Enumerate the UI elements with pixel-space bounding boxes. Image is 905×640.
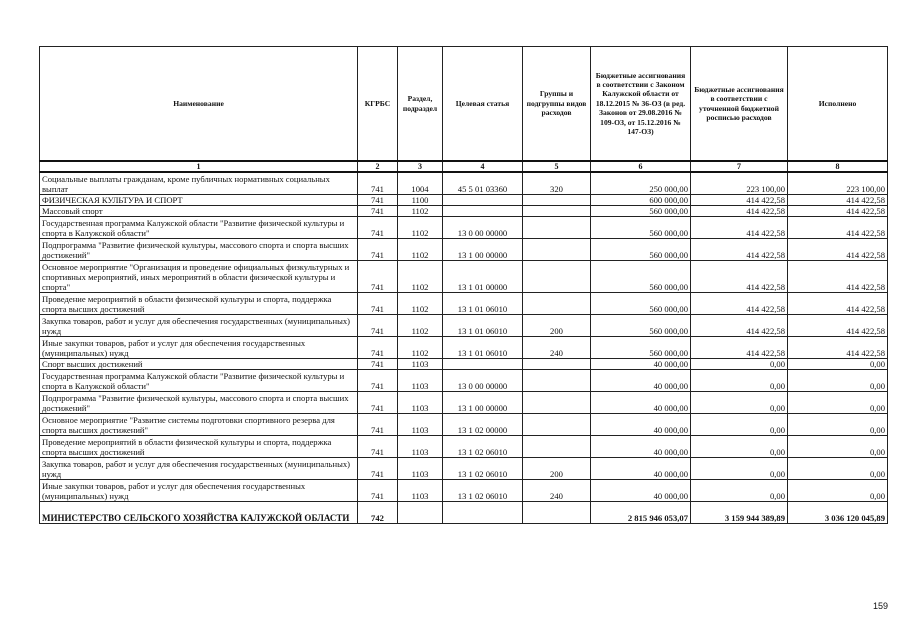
table-row [40,458,888,480]
row-target-article: 13 1 01 06010 [443,337,523,359]
row-target-article: 13 1 01 00000 [443,261,523,293]
row-name: Иные закупки товаров, работ и услуг для обеспечения государственных (муниципальных) нужд [40,337,358,359]
row-expense-group [523,217,591,239]
row-target-article: 45 5 01 03360 [443,172,523,195]
row-name: Подпрограмма "Развитие физической культуры, массового спорта и спорта высших достижений" [40,392,358,414]
column-number: 4 [443,161,523,172]
row-law-budget: 40 000,00 [591,480,691,502]
row-expense-group [523,414,591,436]
row-section: 1102 [398,261,443,293]
row-executed: 223 100,00 [788,172,888,195]
row-expense-group [523,392,591,414]
row-law-budget: 40 000,00 [591,392,691,414]
row-kgrbs: 741 [358,195,398,206]
row-expense-group [523,436,591,458]
row-law-budget: 560 000,00 [591,315,691,337]
row-kgrbs: 741 [358,414,398,436]
row-executed: 0,00 [788,436,888,458]
page-number: 159 [873,601,889,611]
row-target-article [443,206,523,217]
row-name: Подпрограмма "Развитие физической культуры, массового спорта и спорта высших достижений" [40,239,358,261]
row-executed: 0,00 [788,480,888,502]
col-header-section: Раздел, подраздел [398,47,443,162]
col-header-expense-groups: Группы и подгруппы видов расходов [523,47,591,162]
row-name: Иные закупки товаров, работ и услуг для обеспечения государственных (муниципальных) нужд [40,480,358,502]
row-kgrbs: 741 [358,239,398,261]
row-section: 1103 [398,480,443,502]
row-name: Государственная программа Калужской области "Развитие физической культуры и спорта в Калужской области" [40,370,358,392]
row-name: ФИЗИЧЕСКАЯ КУЛЬТУРА И СПОРТ [40,195,358,206]
row-refined-budget: 0,00 [691,436,788,458]
row-law-budget: 40 000,00 [591,359,691,370]
row-target-article [443,195,523,206]
row-section [398,502,443,524]
table-row [40,217,888,239]
row-refined-budget: 0,00 [691,359,788,370]
table-row [40,337,888,359]
row-kgrbs: 741 [358,359,398,370]
row-refined-budget: 414 422,58 [691,293,788,315]
row-name: Закупка товаров, работ и услуг для обеспечения государственных (муниципальных) нужд [40,315,358,337]
row-refined-budget: 414 422,58 [691,195,788,206]
row-refined-budget: 414 422,58 [691,206,788,217]
table-row [40,172,888,195]
row-refined-budget: 3 159 944 389,89 [691,502,788,524]
column-number: 2 [358,161,398,172]
row-section: 1103 [398,359,443,370]
row-name: Основное мероприятие "Развитие системы подготовки спортивного резерва для спорта высших достижений" [40,414,358,436]
row-law-budget: 560 000,00 [591,206,691,217]
row-kgrbs: 741 [358,172,398,195]
row-target-article: 13 1 01 06010 [443,293,523,315]
row-name: МИНИСТЕРСТВО СЕЛЬСКОГО ХОЗЯЙСТВА КАЛУЖСКОЙ ОБЛАСТИ [40,502,358,524]
row-law-budget: 560 000,00 [591,337,691,359]
row-expense-group [523,502,591,524]
row-section: 1102 [398,315,443,337]
row-name: Проведение мероприятий в области физической культуры и спорта, поддержка спорта высших достижений [40,436,358,458]
row-target-article: 13 1 02 06010 [443,436,523,458]
row-expense-group [523,359,591,370]
row-refined-budget: 414 422,58 [691,261,788,293]
col-header-executed: Исполнено [788,47,888,162]
row-kgrbs: 741 [358,458,398,480]
row-section: 1100 [398,195,443,206]
row-kgrbs: 741 [358,261,398,293]
col-header-law-budget: Бюджетные ассигнования в соответствии с Законом Калужской области от 18.12.2015 № 36-ОЗ (в ред. Законов от 29.08.2016 № 109-ОЗ, от 15.12.2016 № 147-ОЗ) [591,47,691,162]
table-row [40,359,888,370]
row-kgrbs: 741 [358,392,398,414]
row-refined-budget: 0,00 [691,480,788,502]
table-row [40,239,888,261]
row-expense-group [523,195,591,206]
row-kgrbs: 741 [358,436,398,458]
table-row [40,392,888,414]
row-target-article: 13 1 00 00000 [443,239,523,261]
row-refined-budget: 414 422,58 [691,337,788,359]
table-row [40,414,888,436]
row-law-budget: 40 000,00 [591,370,691,392]
row-refined-budget: 0,00 [691,414,788,436]
row-section: 1103 [398,436,443,458]
col-header-refined-budget: Бюджетные ассигнования в соответствии с уточненной бюджетной росписью расходов [691,47,788,162]
row-name: Проведение мероприятий в области физической культуры и спорта, поддержка спорта высших достижений [40,293,358,315]
row-expense-group: 240 [523,337,591,359]
row-target-article: 13 1 02 06010 [443,480,523,502]
row-kgrbs: 742 [358,502,398,524]
column-number: 5 [523,161,591,172]
row-section: 1103 [398,458,443,480]
row-executed: 0,00 [788,414,888,436]
row-refined-budget: 414 422,58 [691,315,788,337]
row-executed: 0,00 [788,359,888,370]
row-executed: 0,00 [788,458,888,480]
row-expense-group [523,261,591,293]
row-law-budget: 560 000,00 [591,261,691,293]
row-kgrbs: 741 [358,370,398,392]
budget-table [39,46,888,524]
table-row [40,293,888,315]
row-section: 1004 [398,172,443,195]
row-refined-budget: 0,00 [691,392,788,414]
row-law-budget: 250 000,00 [591,172,691,195]
table-row [40,261,888,293]
row-law-budget: 40 000,00 [591,458,691,480]
row-expense-group: 200 [523,458,591,480]
row-name: Спорт высших достижений [40,359,358,370]
row-expense-group [523,206,591,217]
row-executed: 414 422,58 [788,315,888,337]
col-header-kgrbs: КГРБС [358,47,398,162]
row-executed: 414 422,58 [788,239,888,261]
row-refined-budget: 223 100,00 [691,172,788,195]
col-header-target-article: Целевая статья [443,47,523,162]
column-number: 8 [788,161,888,172]
row-executed: 414 422,58 [788,261,888,293]
col-header-name: Наименование [40,47,358,162]
row-section: 1103 [398,414,443,436]
column-number: 7 [691,161,788,172]
row-refined-budget: 0,00 [691,370,788,392]
row-name: Государственная программа Калужской области "Развитие физической культуры и спорта в Калужской области" [40,217,358,239]
row-expense-group [523,293,591,315]
row-target-article: 13 1 01 06010 [443,315,523,337]
table-row [40,195,888,206]
row-name: Основное мероприятие "Организация и проведение официальных физкультурных и спортивных мероприятий, иных мероприятий в области физической культуры и спорта" [40,261,358,293]
row-expense-group: 200 [523,315,591,337]
row-law-budget: 560 000,00 [591,293,691,315]
row-target-article: 13 1 00 00000 [443,392,523,414]
column-number: 1 [40,161,358,172]
row-target-article: 13 1 02 06010 [443,458,523,480]
row-kgrbs: 741 [358,480,398,502]
row-law-budget: 2 815 946 053,07 [591,502,691,524]
column-number: 3 [398,161,443,172]
row-law-budget: 560 000,00 [591,217,691,239]
row-law-budget: 560 000,00 [591,239,691,261]
row-section: 1103 [398,370,443,392]
row-target-article [443,359,523,370]
row-name: Закупка товаров, работ и услуг для обеспечения государственных (муниципальных) нужд [40,458,358,480]
row-executed: 0,00 [788,392,888,414]
row-law-budget: 600 000,00 [591,195,691,206]
row-refined-budget: 414 422,58 [691,239,788,261]
row-law-budget: 40 000,00 [591,436,691,458]
row-kgrbs: 741 [358,293,398,315]
row-executed: 414 422,58 [788,206,888,217]
row-section: 1102 [398,217,443,239]
row-executed: 414 422,58 [788,195,888,206]
row-section: 1103 [398,392,443,414]
row-kgrbs: 741 [358,217,398,239]
row-expense-group: 240 [523,480,591,502]
table-row [40,480,888,502]
row-name: Массовый спорт [40,206,358,217]
table-row [40,370,888,392]
row-law-budget: 40 000,00 [591,414,691,436]
row-executed: 0,00 [788,370,888,392]
table-row [40,315,888,337]
table-row [40,206,888,217]
table-row [40,436,888,458]
row-section: 1102 [398,293,443,315]
row-target-article: 13 1 02 00000 [443,414,523,436]
row-target-article: 13 0 00 00000 [443,217,523,239]
row-section: 1102 [398,206,443,217]
row-kgrbs: 741 [358,337,398,359]
row-executed: 414 422,58 [788,337,888,359]
row-section: 1102 [398,337,443,359]
row-executed: 414 422,58 [788,217,888,239]
row-target-article [443,502,523,524]
row-section: 1102 [398,239,443,261]
header-row [40,47,888,162]
column-number-row [40,161,888,172]
row-refined-budget: 0,00 [691,458,788,480]
row-expense-group [523,370,591,392]
row-refined-budget: 414 422,58 [691,217,788,239]
row-target-article: 13 0 00 00000 [443,370,523,392]
row-kgrbs: 741 [358,315,398,337]
row-kgrbs: 741 [358,206,398,217]
row-expense-group: 320 [523,172,591,195]
table-row-total [40,502,888,524]
row-expense-group [523,239,591,261]
row-executed: 414 422,58 [788,293,888,315]
column-number: 6 [591,161,691,172]
row-executed: 3 036 120 045,89 [788,502,888,524]
row-name: Социальные выплаты гражданам, кроме публичных нормативных социальных выплат [40,172,358,195]
